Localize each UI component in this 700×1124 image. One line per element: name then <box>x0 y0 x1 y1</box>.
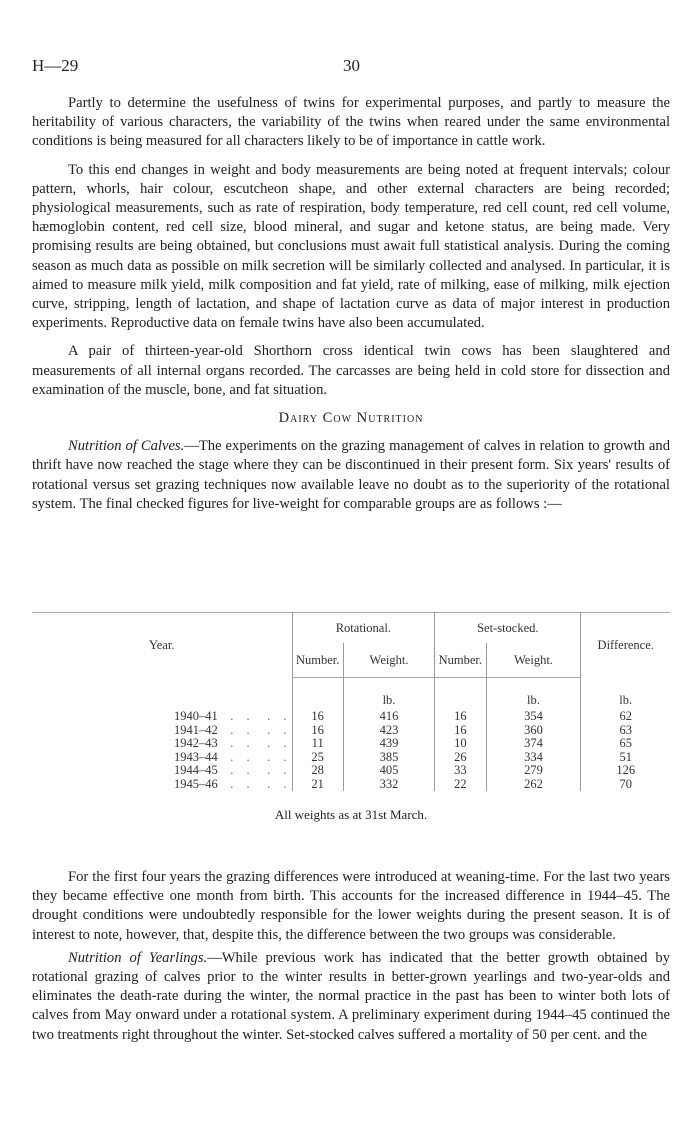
cell-set-weight: 374 <box>486 737 581 751</box>
runin-yearlings: Nutrition of Yearlings. <box>68 949 208 966</box>
cell-rot-weight: 385 <box>343 751 434 765</box>
cell-rot-number: 28 <box>292 764 343 778</box>
cell-rot-weight: 405 <box>343 764 434 778</box>
calves-text: —The experiments on the grazing management of calves in relation to growth and thrift have now reached the stage where they can be discontinued in their present form. Six years' results of rotational versus set grazing techniques now available leave no doubt as to the superiority of the rotational system. The final checked figures for live-weight for comparable groups are as follows :— <box>32 438 671 512</box>
table-row <box>32 737 670 751</box>
cell-rot-number: 16 <box>292 710 343 724</box>
cell-set-weight: 354 <box>486 710 581 724</box>
cell-set-number: 22 <box>435 778 486 792</box>
paragraph-calves <box>32 437 670 514</box>
header-set-weight: Weight. <box>486 643 581 678</box>
leader-dots: . . <box>267 776 292 791</box>
cell-year: 1945–46 <box>174 776 218 791</box>
cell-year: 1943–44 <box>174 749 218 764</box>
body-text-top <box>32 94 670 523</box>
table-row <box>32 751 670 765</box>
body-text-bottom <box>32 868 670 1049</box>
cell-rot-number: 16 <box>292 724 343 738</box>
cell-set-weight: 279 <box>486 764 581 778</box>
cell-rot-weight: 416 <box>343 710 434 724</box>
header-rotational: Rotational. <box>292 613 435 644</box>
leader-dots: . . <box>230 763 255 777</box>
cell-rot-weight: 423 <box>343 724 434 738</box>
cell-rot-number: 11 <box>292 737 343 751</box>
leader-dots: . . <box>267 709 292 723</box>
paragraph-grazing-differences: For the first four years the grazing differences were introduced at weaning-time. For the last two years they became effective one month from birth. This accounts for the increased difference in 1944–45. The drought conditions were undoubtedly responsible for the lower weights during the present season. It is of interest to note, however, that, despite this, the difference between the two groups was considerable. <box>32 869 670 943</box>
cell-set-number: 26 <box>435 751 486 765</box>
leader-dots: . . <box>230 709 255 723</box>
table-row <box>32 724 670 738</box>
leader-dots: . . <box>267 736 292 750</box>
cell-difference: 51 <box>581 751 670 765</box>
cell-set-weight: 360 <box>486 724 581 738</box>
leader-dots: . . <box>230 722 255 737</box>
leader-dots: . . <box>267 749 292 764</box>
cell-set-number: 16 <box>435 710 486 724</box>
liveweight-table-wrapper <box>32 612 670 823</box>
header-set-stocked: Set-stocked. <box>435 613 581 644</box>
table-row <box>32 764 670 778</box>
cell-difference: 62 <box>581 710 670 724</box>
cell-set-weight: 334 <box>486 751 581 765</box>
cell-set-number: 10 <box>435 737 486 751</box>
page-number: 30 <box>343 56 360 75</box>
paragraph-slaughter: A pair of thirteen-year-old Shorthorn cross identical twin cows has been slaughtered and measurements of all internal organs recorded. The carcasses are being held in cold store for dissection and examination of the muscle, bone, and fat situation. <box>32 343 670 398</box>
paragraph-yearlings <box>32 949 670 1045</box>
leader-dots: . . <box>230 736 255 750</box>
cell-difference: 65 <box>581 737 670 751</box>
leader-dots: . . <box>267 722 292 737</box>
leader-dots: . . <box>230 749 255 764</box>
document-code: H—29 <box>32 56 79 75</box>
cell-rot-number: 21 <box>292 778 343 792</box>
cell-year: 1944–45 <box>174 763 218 777</box>
cell-rot-weight: 439 <box>343 737 434 751</box>
liveweight-table <box>32 612 670 791</box>
table-caption: All weights as at 31st March. <box>274 807 428 822</box>
header-difference: Difference. <box>581 613 670 678</box>
cell-year: 1941–42 <box>174 722 218 737</box>
cell-set-number: 33 <box>435 764 486 778</box>
cell-set-weight: 262 <box>486 778 581 792</box>
yearlings-text: —While previous work has indicated that the better growth obtained by rotational grazing of calves prior to the winter results in better-grown yearlings and two-year-olds and eliminates the death-rate during the winter, the normal practice in the past has been to winter both lots of calves from May onward under a rotational system. A preliminary experiment during 1944–45 continued the two treatments right throughout the winter. Set-stocked calves suffered a mortality of 50 per cent. and the <box>32 949 670 1043</box>
leader-dots: . . <box>267 763 292 777</box>
cell-rot-number: 25 <box>292 751 343 765</box>
cell-difference: 70 <box>581 778 670 792</box>
paragraph-measurements: To this end changes in weight and body measurements are being noted at frequent intervals; colour pattern, whorls, hair colour, escutcheon shape, and other external characters are being recorded; physiological measurements, such as rate of respiration, body temperature, red cell count, red cell volume, hæmoglobin content, red cell size, blood mineral, and sugar and ketone status, are being made. Very promising results are being obtained, but conclusions must await full statistical analysis. During the coming season as much data as possible on milk secretion will be similarly collected and analysed. In particular, it is aimed to measure milk yield, milk composition and fat yield, rate of milking, ease of milking, milk ejection curve, stripping, length of lactation, and shape of lactation curve as data of major interest in production experiments. Reproductive data on female twins have also been accumulated. <box>32 161 670 332</box>
unit-difference: lb. <box>581 678 670 711</box>
unit-set-weight: lb. <box>486 678 581 711</box>
table-row <box>32 778 670 792</box>
header-set-number: Number. <box>435 643 486 678</box>
cell-difference: 126 <box>581 764 670 778</box>
runin-calves: Nutrition of Calves. <box>68 438 185 455</box>
cell-year: 1942–43 <box>174 736 218 750</box>
cell-set-number: 16 <box>435 724 486 738</box>
page-header <box>32 56 672 76</box>
header-rot-weight: Weight. <box>343 643 434 678</box>
cell-rot-weight: 332 <box>343 778 434 792</box>
section-heading: Dairy Cow Nutrition <box>278 410 424 427</box>
unit-rot-weight: lb. <box>343 678 434 711</box>
header-year: Year. <box>32 613 292 678</box>
cell-difference: 63 <box>581 724 670 738</box>
header-rot-number: Number. <box>292 643 343 678</box>
table-row <box>32 710 670 724</box>
leader-dots: . . <box>230 776 255 791</box>
cell-year: 1940–41 <box>174 709 218 723</box>
paragraph-twins-purpose: Partly to determine the usefulness of twins for experimental purposes, and partly to measure the heritability of various characters, the variability of the twins when reared under the same environmental conditions is being measured for all characters likely to be of importance in cattle work. <box>32 95 670 150</box>
